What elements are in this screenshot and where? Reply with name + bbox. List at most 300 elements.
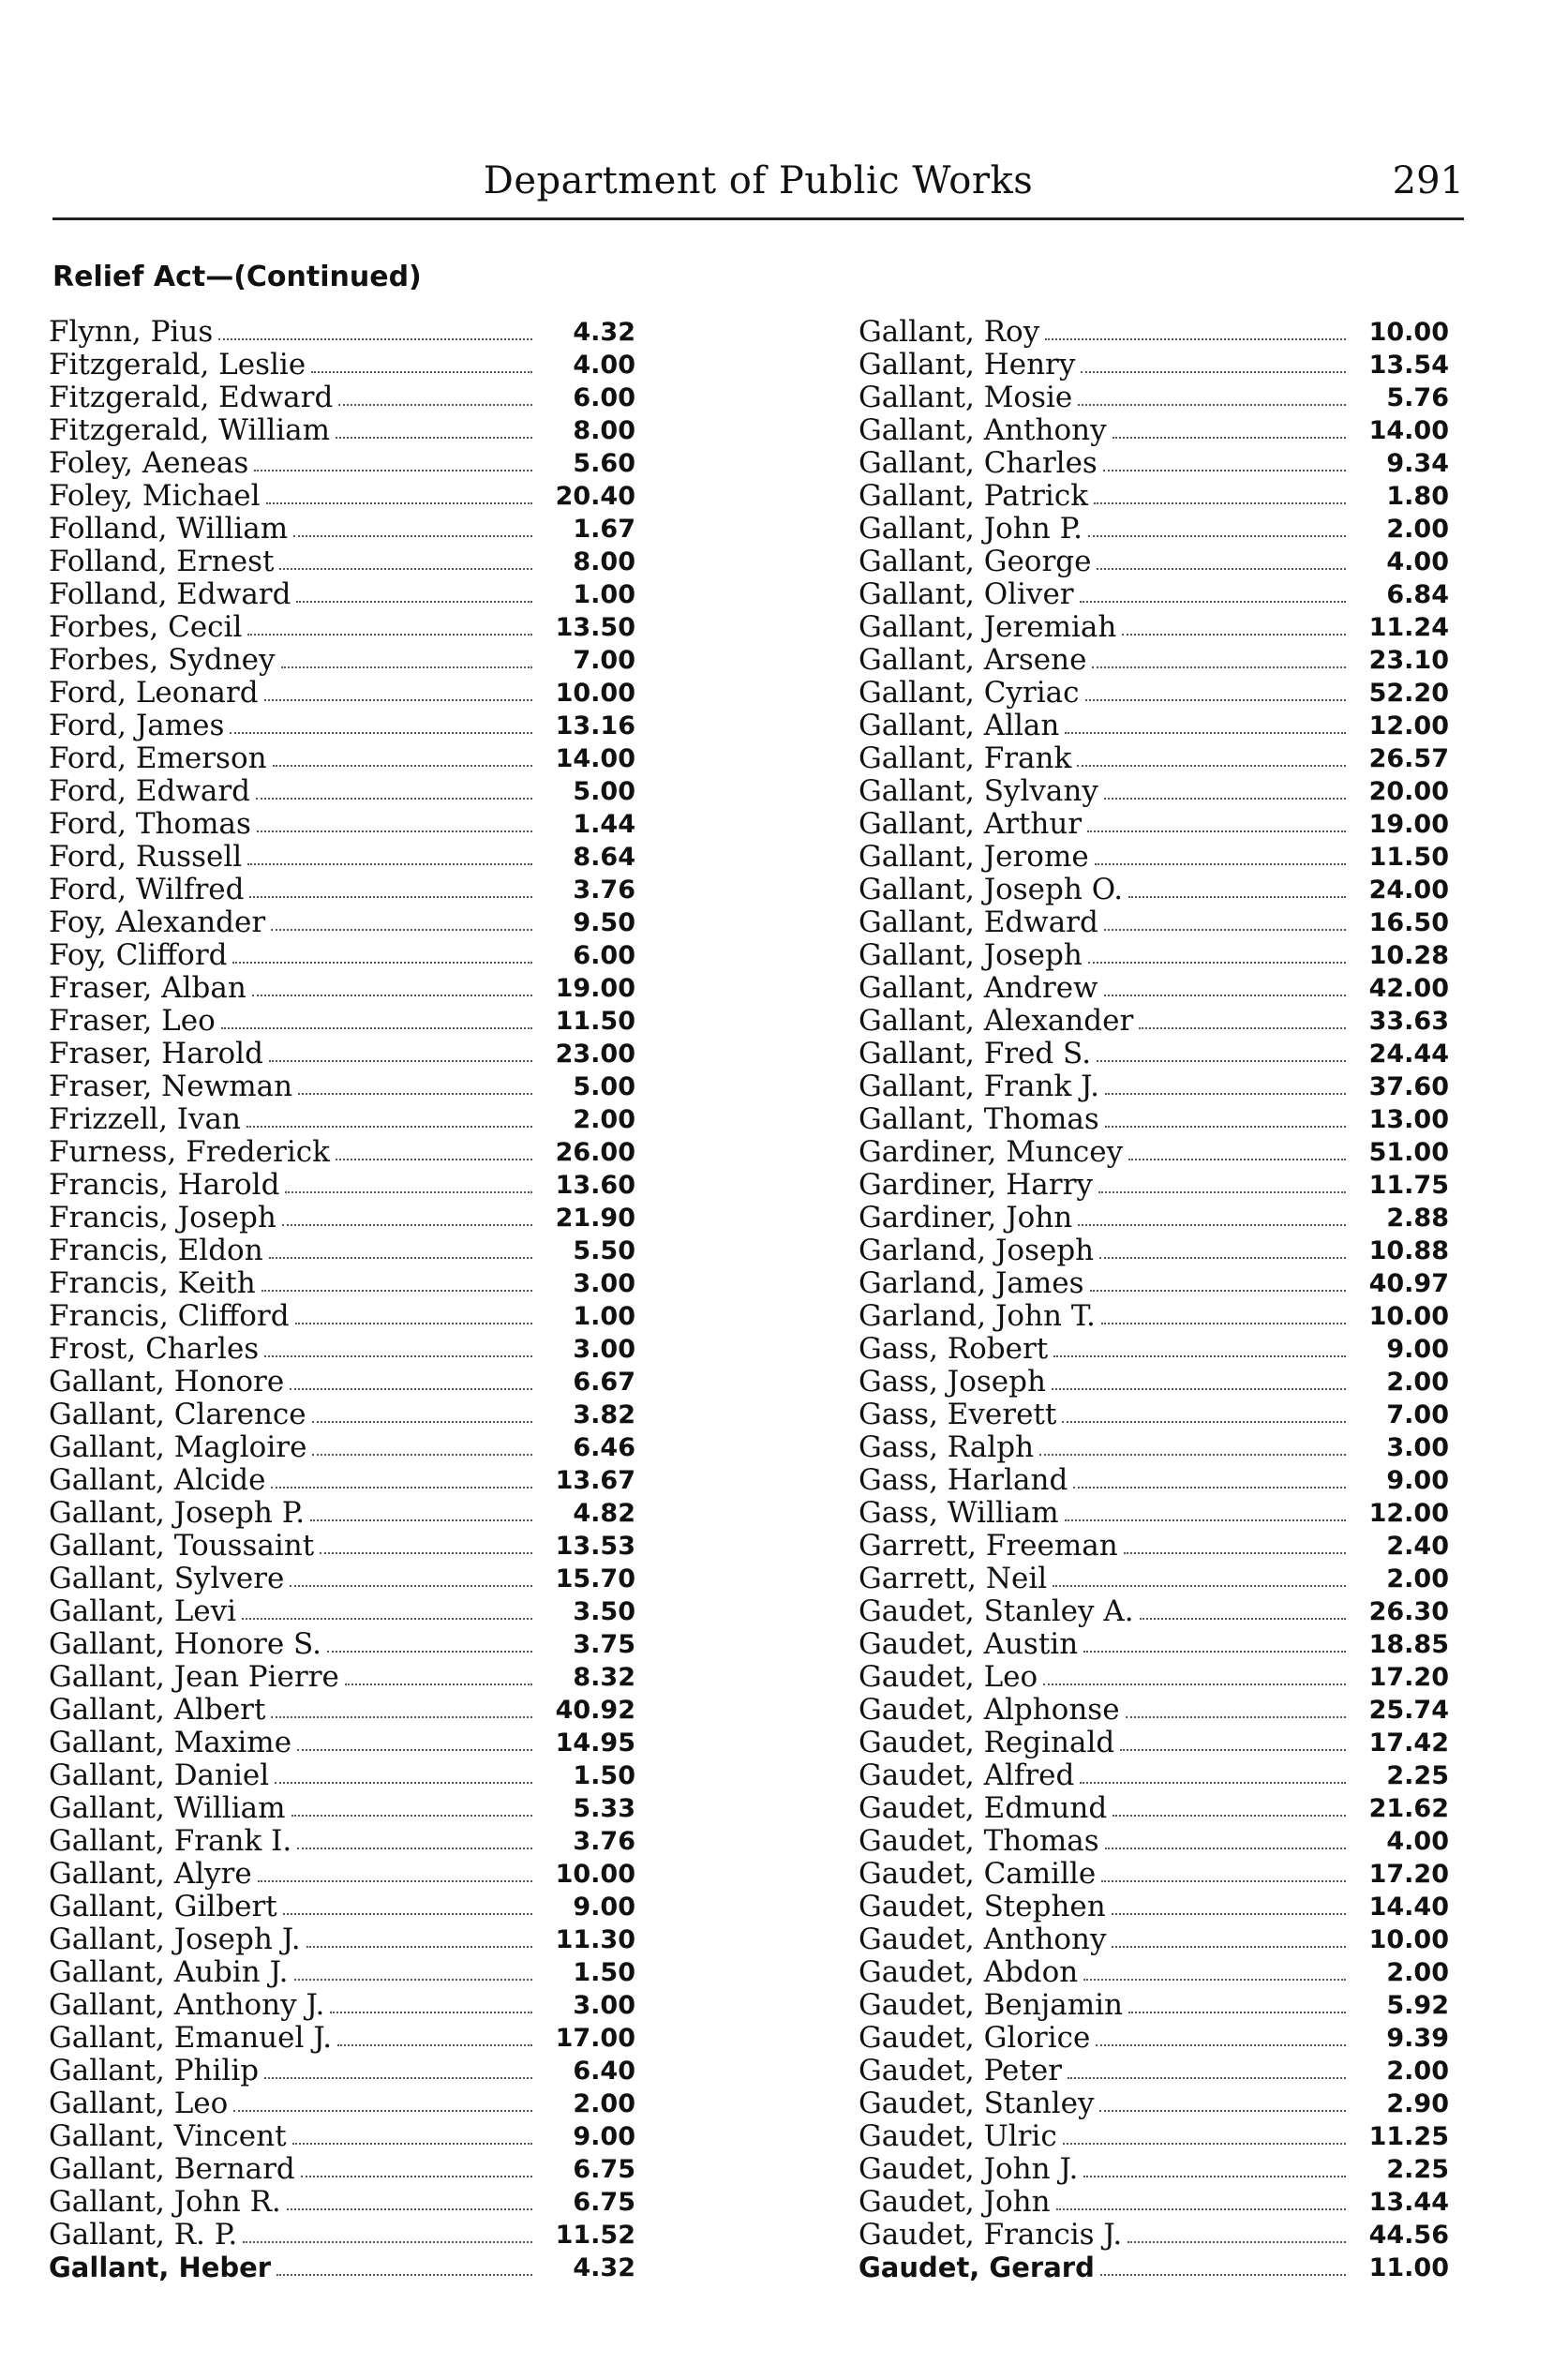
entry-amount: 24.44 [1368, 1040, 1449, 1069]
entry-amount: 2.00 [573, 1105, 635, 1134]
section-title: Relief Act—(Continued) [52, 261, 422, 293]
entry-amount: 6.75 [573, 2188, 635, 2217]
entry-amount: 26.57 [1368, 744, 1449, 773]
entry-name: Fraser, Leo [49, 1004, 216, 1038]
entry-name: Fraser, Newman [49, 1070, 293, 1103]
entry-amount: 6.75 [573, 2155, 635, 2184]
list-item [859, 2219, 1449, 2252]
entry-name: Gaudet, Austin [859, 1627, 1079, 1661]
dot-leader [312, 1421, 532, 1423]
entry-name: Foley, Aeneas [49, 446, 249, 480]
list-item [859, 1563, 1449, 1595]
entry-amount: 14.95 [555, 1728, 635, 1758]
dot-leader [1039, 1454, 1346, 1456]
entry-name: Gallant, Emanuel J. [49, 2021, 333, 2055]
list-item [49, 742, 635, 775]
list-item [49, 874, 635, 906]
list-item [859, 1694, 1449, 1727]
entry-amount: 13.00 [1368, 1105, 1449, 1134]
list-item [49, 1234, 635, 1267]
dot-leader [336, 1159, 532, 1160]
list-item [859, 2120, 1449, 2153]
list-item [49, 1628, 635, 1661]
dot-leader [1139, 1027, 1346, 1029]
dot-leader [1112, 1913, 1346, 1915]
right-column [859, 316, 1449, 2284]
dot-leader [310, 1519, 532, 1521]
dot-leader [1062, 1421, 1346, 1423]
list-item [859, 1333, 1449, 1366]
entry-amount: 2.00 [1386, 1564, 1449, 1593]
dot-leader [242, 1618, 532, 1620]
dot-leader [1043, 1683, 1346, 1685]
entry-amount: 9.00 [573, 1893, 635, 1922]
list-item [49, 1694, 635, 1727]
dot-leader [271, 1487, 532, 1489]
list-item [49, 1300, 635, 1333]
entry-name: Gass, Joseph [859, 1365, 1046, 1399]
list-item [49, 578, 635, 611]
list-item [49, 1792, 635, 1825]
dot-leader [1090, 1290, 1346, 1292]
entry-amount: 12.00 [1368, 1499, 1449, 1528]
list-item [49, 644, 635, 677]
entry-amount: 7.00 [573, 646, 635, 675]
entry-name: Gallant, Aubin J. [49, 1955, 289, 1989]
dot-leader [285, 1191, 532, 1193]
dot-leader [232, 962, 532, 964]
dot-leader [218, 338, 532, 340]
entry-name: Gallant, Jerome [859, 840, 1089, 874]
entry-name: Garland, Joseph [859, 1234, 1095, 1267]
entry-amount: 2.00 [1386, 1368, 1449, 1397]
entry-name: Forbes, Sydney [49, 643, 276, 677]
list-item [49, 447, 635, 480]
entry-name: Gallant, Cyriac [859, 676, 1080, 710]
entry-amount: 13.67 [555, 1466, 635, 1495]
dot-leader [301, 2176, 532, 2177]
entry-amount: 37.60 [1368, 1072, 1449, 1101]
entry-name: Gallant, Roy [859, 315, 1040, 349]
entry-name: Foley, Michael [49, 479, 261, 513]
entry-name: Gardiner, John [859, 1201, 1073, 1234]
entry-amount: 8.00 [573, 416, 635, 445]
list-item [859, 775, 1449, 808]
dot-leader [327, 1651, 532, 1653]
entry-name: Gallant, Henry [859, 348, 1076, 382]
entry-name: Gaudet, Ulric [859, 2119, 1057, 2153]
entry-name: Gallant, Thomas [859, 1102, 1099, 1136]
entry-name: Gaudet, Peter [859, 2054, 1062, 2087]
entry-amount: 4.82 [573, 1499, 635, 1528]
list-item [859, 611, 1449, 644]
dot-leader [264, 699, 532, 701]
entry-amount: 5.60 [573, 449, 635, 478]
list-item [859, 382, 1449, 414]
entry-amount: 9.00 [1386, 1335, 1449, 1364]
entry-name: Gallant, William [49, 1791, 286, 1825]
list-item [859, 578, 1449, 611]
entry-name: Gardiner, Muncey [859, 1135, 1124, 1169]
dot-leader [1105, 1093, 1346, 1095]
entry-name: Gallant, Clarence [49, 1398, 306, 1431]
dot-leader [1083, 1651, 1346, 1653]
entry-name: Fitzgerald, Edward [49, 381, 334, 414]
entry-amount: 8.00 [573, 547, 635, 576]
dot-leader [233, 2110, 532, 2112]
dot-leader [1088, 962, 1346, 964]
dot-leader [271, 929, 532, 931]
dot-leader [296, 601, 532, 603]
dot-leader [258, 1880, 532, 1882]
entry-amount: 1.50 [573, 1761, 635, 1790]
entry-amount: 6.84 [1386, 580, 1449, 609]
dot-leader [264, 1355, 532, 1357]
entry-name: Gallant, Oliver [859, 577, 1074, 611]
entry-name: Francis, Clifford [49, 1299, 290, 1333]
dot-leader [1052, 1388, 1346, 1390]
list-item [859, 1070, 1449, 1103]
dot-leader [1078, 404, 1346, 406]
entry-amount: 5.00 [573, 777, 635, 806]
entry-amount: 13.53 [555, 1532, 635, 1561]
list-item [49, 1399, 635, 1431]
entry-amount: 17.00 [555, 2024, 635, 2053]
list-item [49, 1891, 635, 1923]
page-title: Department of Public Works [483, 159, 1034, 202]
entry-name: Gaudet, Stephen [859, 1890, 1106, 1923]
entry-amount: 11.25 [1368, 2122, 1449, 2151]
entry-name: Frost, Charles [49, 1332, 260, 1366]
list-item [859, 1005, 1449, 1038]
dot-leader [345, 1683, 532, 1685]
entry-name: Gaudet, Anthony [859, 1923, 1107, 1956]
entry-amount: 8.32 [573, 1663, 635, 1692]
dot-leader [1101, 1323, 1346, 1324]
dot-leader [1053, 1585, 1346, 1587]
entry-name: Folland, William [49, 512, 289, 546]
entry-amount: 6.67 [573, 1368, 635, 1397]
entry-name: Gallant, Edward [859, 905, 1098, 939]
entry-name: Gallant, Albert [49, 1693, 266, 1727]
entry-name: Gallant, Allan [859, 709, 1060, 742]
list-item [49, 939, 635, 972]
list-item [49, 382, 635, 414]
entry-name: Gallant, Jean Pierre [49, 1660, 339, 1694]
dot-leader [338, 404, 532, 406]
entry-amount: 5.92 [1386, 1991, 1449, 2020]
entry-amount: 17.42 [1368, 1728, 1449, 1758]
entry-name: Gallant, Toussaint [49, 1529, 315, 1563]
entry-name: Gallant, Gilbert [49, 1890, 277, 1923]
dot-leader [1083, 1979, 1346, 1981]
dot-leader [266, 502, 532, 504]
entry-amount: 11.50 [555, 1007, 635, 1036]
list-item [859, 1825, 1449, 1858]
list-item [49, 2022, 635, 2055]
dot-leader [290, 1585, 532, 1587]
entry-amount: 1.44 [573, 810, 635, 839]
entry-name: Gallant, Fred S. [859, 1037, 1092, 1070]
list-item [49, 710, 635, 742]
dot-leader [1112, 1946, 1346, 1948]
list-item [49, 808, 635, 841]
dot-leader [1080, 1782, 1346, 1784]
list-item [49, 1333, 635, 1366]
dot-leader [1088, 535, 1346, 537]
entry-name: Ford, Thomas [49, 807, 251, 841]
entry-amount: 10.00 [1368, 318, 1449, 347]
entry-amount: 40.97 [1368, 1269, 1449, 1298]
entry-amount: 14.00 [1368, 416, 1449, 445]
entry-name: Foy, Clifford [49, 938, 228, 972]
entry-amount: 1.80 [1386, 482, 1449, 511]
dot-leader [1127, 2241, 1346, 2243]
list-item [859, 349, 1449, 382]
list-item [49, 546, 635, 578]
dot-leader [1099, 1257, 1346, 1259]
entry-name: Fitzgerald, Leslie [49, 348, 306, 382]
list-item [859, 1923, 1449, 1956]
entry-amount: 52.20 [1368, 679, 1449, 708]
entry-amount: 6.46 [573, 1433, 635, 1462]
dot-leader [264, 2077, 532, 2079]
dot-leader [1065, 1519, 1346, 1521]
dot-leader [1128, 896, 1346, 898]
dot-leader [1101, 1880, 1346, 1882]
dot-leader [1096, 2044, 1346, 2046]
list-item [49, 2087, 635, 2120]
entry-amount: 14.40 [1368, 1893, 1449, 1922]
entry-amount: 26.30 [1368, 1597, 1449, 1626]
list-item [49, 2252, 635, 2284]
list-item [859, 480, 1449, 513]
list-item [49, 1661, 635, 1694]
list-item [859, 841, 1449, 874]
entry-amount: 2.25 [1386, 2155, 1449, 2184]
dot-leader [281, 666, 532, 668]
dot-leader [1077, 765, 1346, 767]
entry-amount: 40.92 [555, 1696, 635, 1725]
list-item [859, 414, 1449, 447]
entry-amount: 14.00 [555, 744, 635, 773]
entry-amount: 23.00 [555, 1040, 635, 1069]
entry-name: Foy, Alexander [49, 905, 266, 939]
dot-leader [1045, 338, 1346, 340]
page-header [52, 159, 1464, 204]
dot-leader [1083, 2176, 1346, 2177]
entry-amount: 11.24 [1368, 613, 1449, 642]
entry-name: Gallant, Jeremiah [859, 610, 1117, 644]
entry-amount: 4.00 [1386, 1827, 1449, 1856]
entry-name: Gallant, Bernard [49, 2152, 295, 2186]
entry-amount: 13.50 [555, 613, 635, 642]
entry-amount: 2.00 [1386, 515, 1449, 544]
dot-leader [1128, 1159, 1346, 1160]
list-item [49, 1858, 635, 1891]
list-item [49, 2219, 635, 2252]
entry-amount: 15.70 [555, 1564, 635, 1593]
entry-name: Fraser, Alban [49, 971, 246, 1005]
entry-amount: 9.00 [573, 2122, 635, 2151]
list-item [859, 1792, 1449, 1825]
entry-name: Gallant, Joseph O. [859, 873, 1124, 906]
entry-name: Folland, Edward [49, 577, 291, 611]
entry-name: Gallant, Arthur [859, 807, 1083, 841]
dot-leader [337, 2044, 532, 2046]
dot-leader [1103, 470, 1346, 471]
entry-name: Fraser, Harold [49, 1037, 263, 1070]
entry-name: Frizzell, Ivan [49, 1102, 241, 1136]
list-item [49, 1989, 635, 2022]
dot-leader [276, 2274, 532, 2276]
entry-amount: 11.52 [555, 2221, 635, 2250]
list-item [859, 1169, 1449, 1202]
entry-amount: 20.40 [555, 482, 635, 511]
entry-amount: 3.82 [573, 1400, 635, 1429]
list-item [859, 1956, 1449, 1989]
dot-leader [1080, 601, 1346, 603]
list-item [859, 677, 1449, 710]
entry-amount: 13.54 [1368, 351, 1449, 380]
dot-leader [230, 732, 532, 734]
list-item [859, 1300, 1449, 1333]
dot-leader [1128, 2012, 1346, 2013]
list-item [859, 1399, 1449, 1431]
entry-amount: 26.00 [555, 1138, 635, 1167]
list-item [49, 2186, 635, 2219]
entry-name: Gass, Robert [859, 1332, 1049, 1366]
entry-name: Gallant, Heber [49, 2252, 272, 2283]
list-item [49, 1923, 635, 1956]
entry-amount: 1.00 [573, 580, 635, 609]
dot-leader [1104, 798, 1346, 800]
list-item [49, 1825, 635, 1858]
list-item [49, 841, 635, 874]
entry-name: Gallant, Patrick [859, 479, 1088, 513]
list-item [49, 414, 635, 447]
entry-name: Fitzgerald, William [49, 413, 331, 447]
list-item [49, 1530, 635, 1563]
dot-leader [1094, 502, 1346, 504]
entry-amount: 1.50 [573, 1958, 635, 1987]
list-item [49, 775, 635, 808]
entry-amount: 3.50 [573, 1597, 635, 1626]
entry-amount: 4.32 [573, 318, 635, 347]
list-item [49, 2120, 635, 2153]
entry-amount: 3.00 [573, 1269, 635, 1298]
list-item [859, 939, 1449, 972]
dot-leader [295, 1323, 532, 1324]
entry-name: Francis, Eldon [49, 1234, 263, 1267]
entry-name: Ford, Wilfred [49, 873, 245, 906]
entry-name: Furness, Frederick [49, 1135, 330, 1169]
entry-amount: 9.34 [1386, 449, 1449, 478]
list-item [49, 1267, 635, 1300]
list-item [859, 1136, 1449, 1169]
entry-amount: 24.00 [1368, 875, 1449, 905]
entry-name: Ford, Emerson [49, 741, 267, 775]
entry-amount: 13.16 [555, 711, 635, 741]
entry-name: Garrett, Freeman [859, 1529, 1118, 1563]
dot-leader [1065, 732, 1346, 734]
list-item [859, 874, 1449, 906]
list-item [859, 1858, 1449, 1891]
dot-leader [297, 1749, 532, 1751]
list-item [859, 1267, 1449, 1300]
entry-name: Gaudet, Reginald [859, 1726, 1115, 1759]
entry-name: Gallant, George [859, 545, 1092, 578]
list-item [49, 1563, 635, 1595]
entry-name: Gallant, Joseph P. [49, 1496, 306, 1530]
list-item [859, 1202, 1449, 1234]
entry-amount: 11.50 [1368, 843, 1449, 872]
entry-name: Gallant, Joseph J. [49, 1923, 301, 1956]
header-rule [52, 217, 1464, 220]
entry-name: Gaudet, Thomas [859, 1824, 1099, 1858]
dot-leader [1104, 929, 1346, 931]
entry-amount: 9.39 [1386, 2024, 1449, 2053]
entry-name: Gallant, R. P. [49, 2218, 238, 2252]
list-item [859, 316, 1449, 349]
entry-name: Francis, Joseph [49, 1201, 276, 1234]
list-item [49, 972, 635, 1005]
list-item [49, 1070, 635, 1103]
list-item [49, 1759, 635, 1792]
entry-name: Gaudet, Glorice [859, 2021, 1091, 2055]
list-item [859, 2153, 1449, 2186]
entry-name: Gaudet, Gerard [859, 2252, 1095, 2283]
page-number: 291 [1392, 159, 1464, 202]
dot-leader [290, 1388, 532, 1390]
dot-leader [269, 1257, 532, 1259]
list-item [49, 1103, 635, 1136]
entry-name: Gallant, John R. [49, 2185, 281, 2219]
dot-leader [1081, 371, 1346, 373]
entry-amount: 17.20 [1368, 1663, 1449, 1692]
dot-leader [312, 1454, 532, 1456]
entry-name: Garrett, Neil [859, 1562, 1048, 1595]
list-item [49, 1202, 635, 1234]
entry-amount: 44.56 [1368, 2221, 1449, 2250]
dot-leader [221, 1027, 532, 1029]
list-item [859, 742, 1449, 775]
entry-name: Gallant, Maxime [49, 1726, 292, 1759]
dot-leader [287, 2208, 532, 2210]
dot-leader [1126, 1716, 1346, 1718]
entry-name: Gaudet, Stanley A. [859, 1594, 1134, 1628]
dot-leader [1092, 666, 1346, 668]
entry-name: Gaudet, Alfred [859, 1758, 1075, 1792]
dot-leader [1087, 830, 1346, 832]
list-item [49, 480, 635, 513]
entry-name: Flynn, Pius [49, 315, 214, 349]
entry-name: Gass, Ralph [859, 1430, 1035, 1464]
dot-leader [254, 470, 532, 471]
entry-amount: 2.25 [1386, 1761, 1449, 1790]
entry-amount: 1.67 [573, 515, 635, 544]
entry-name: Gallant, Alcide [49, 1463, 266, 1497]
list-item [859, 972, 1449, 1005]
list-item [49, 1431, 635, 1464]
dot-leader [330, 2012, 532, 2013]
dot-leader [298, 1093, 532, 1095]
dot-leader [246, 1126, 532, 1128]
entry-amount: 19.00 [555, 974, 635, 1003]
entry-amount: 5.76 [1386, 383, 1449, 412]
entry-name: Gaudet, John J. [859, 2152, 1079, 2186]
list-item [859, 1497, 1449, 1530]
